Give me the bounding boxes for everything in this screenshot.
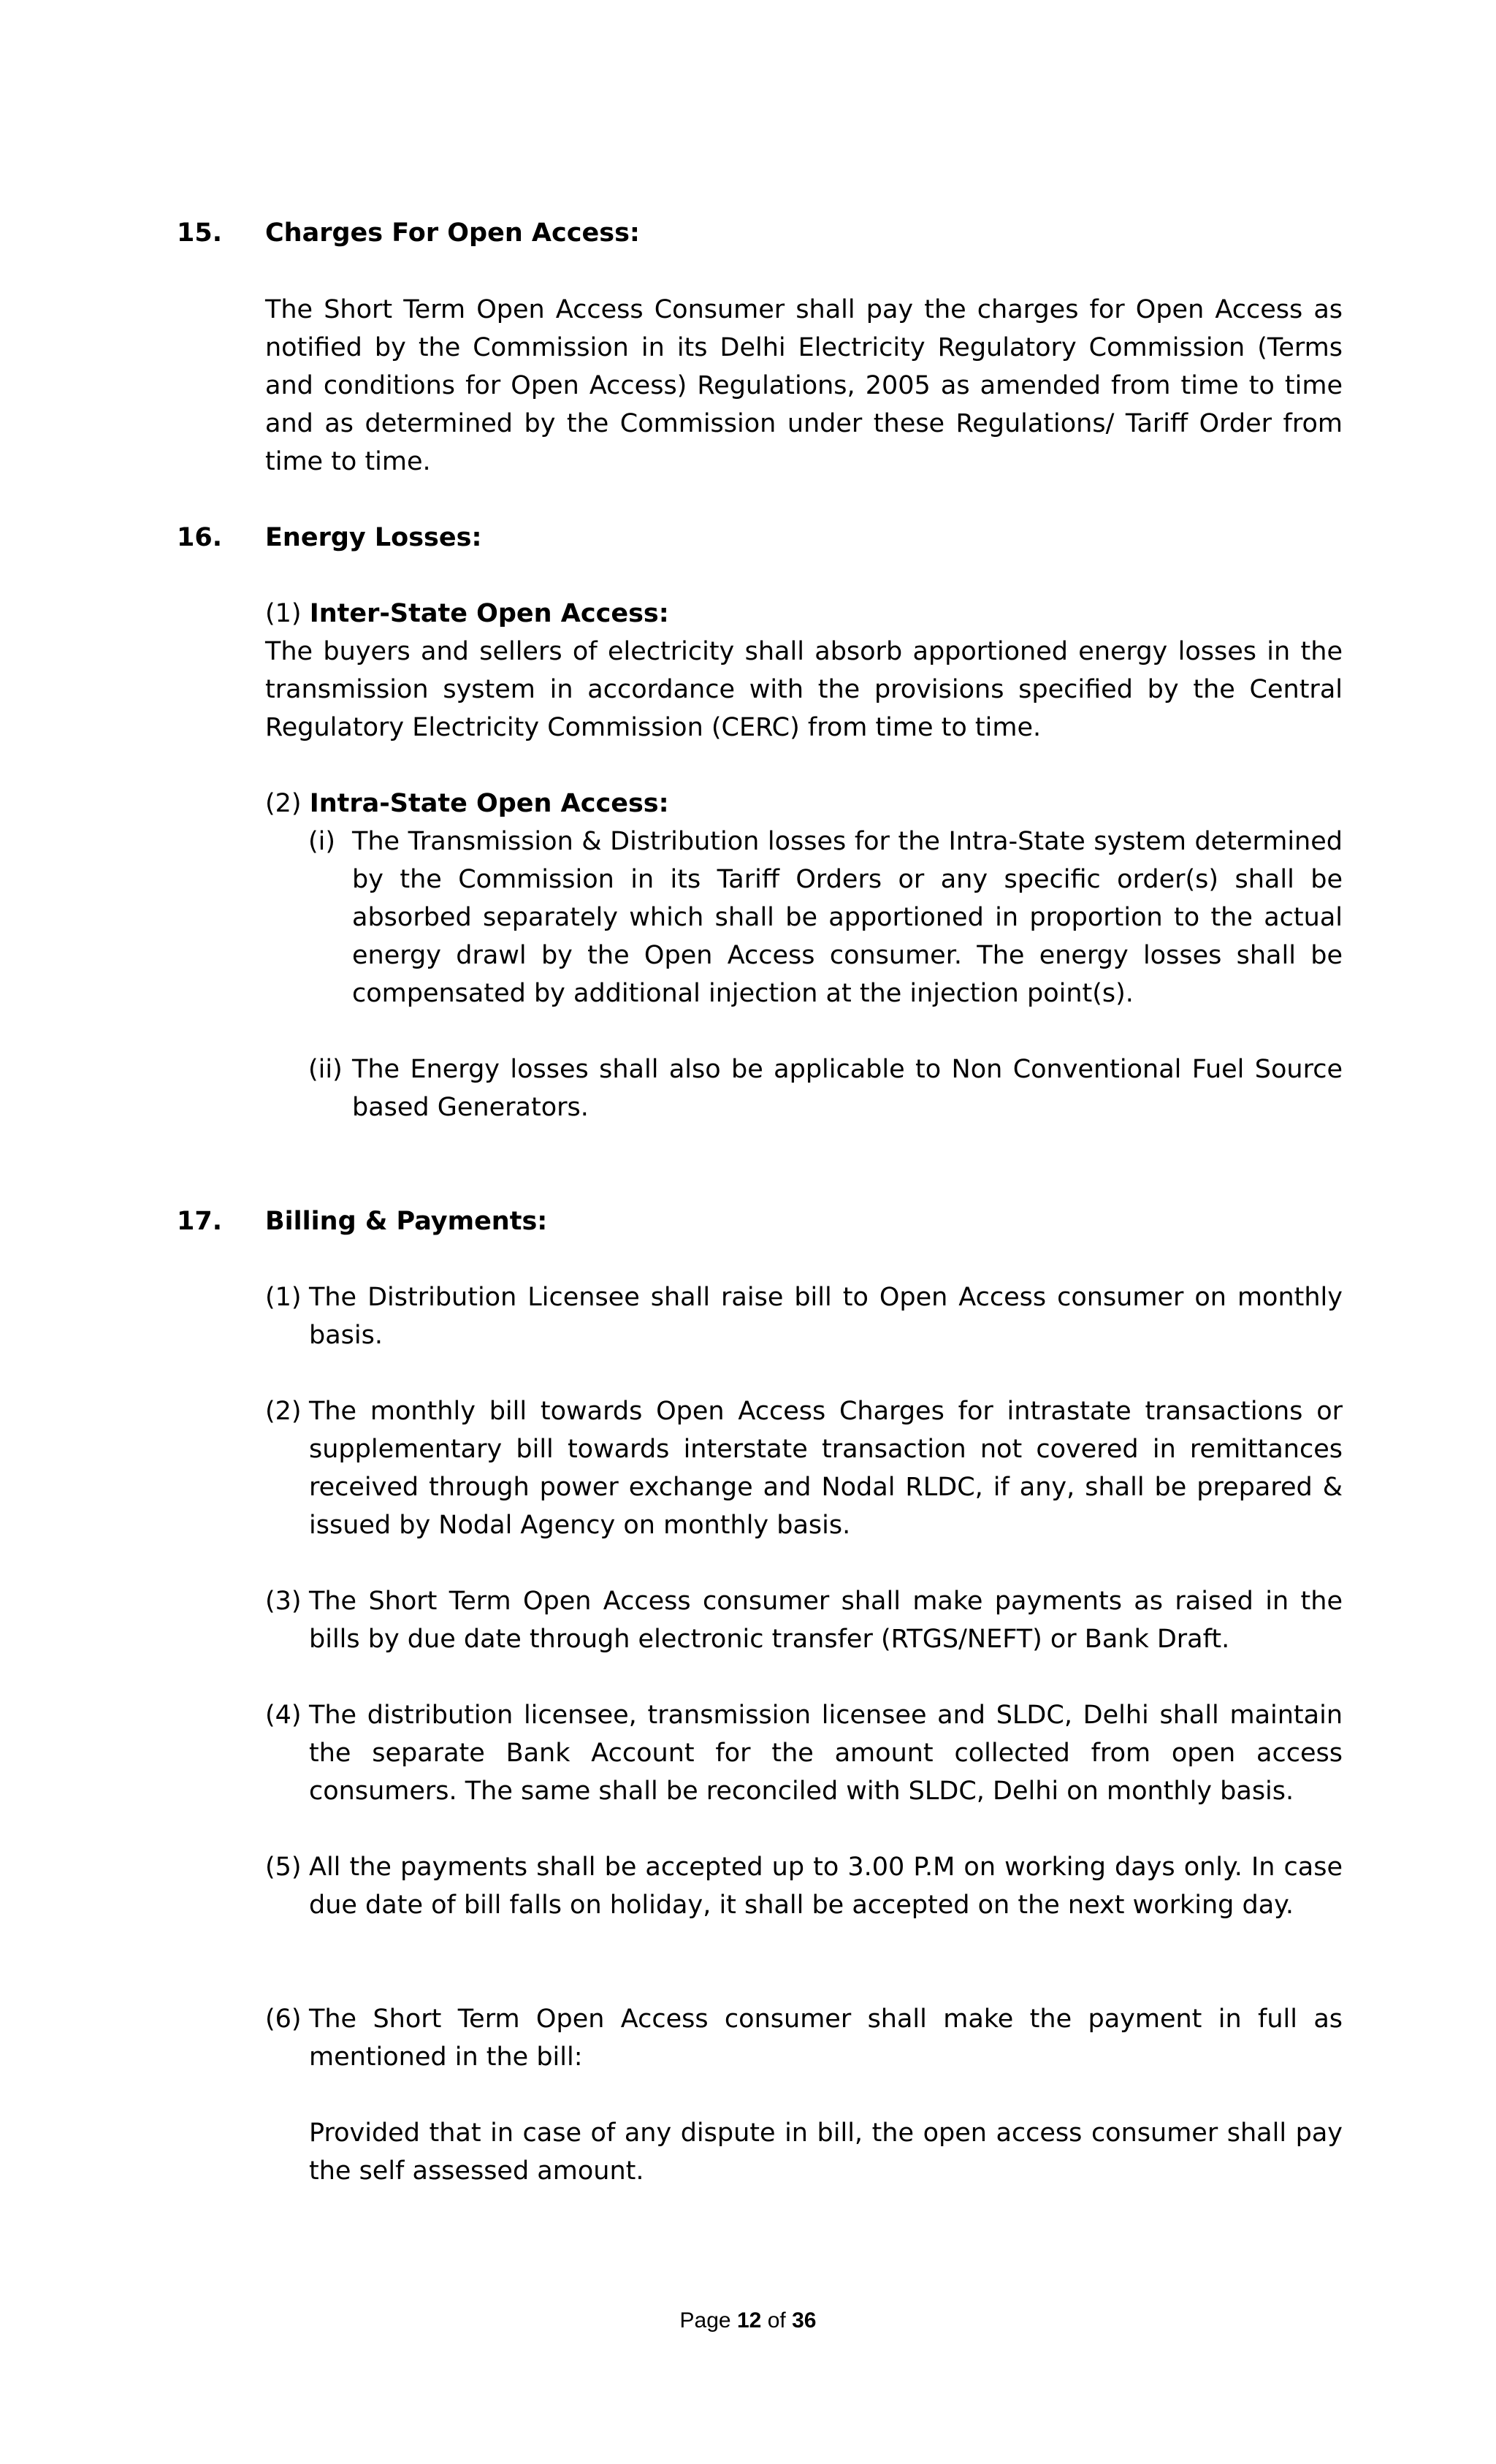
- total-pages-number: 36: [792, 2308, 817, 2333]
- section-title: Billing & Payments:: [265, 1207, 548, 1236]
- section-number: 16.: [177, 523, 223, 552]
- item-marker: (4): [265, 1701, 302, 1730]
- item-text: The Energy losses shall also be applicable to Non Conventional Fuel Source based Generators.: [352, 1055, 1343, 1122]
- page-number-footer: [0, 2308, 1496, 2333]
- item-marker: (ii): [308, 1055, 343, 1084]
- item-marker: (5): [265, 1853, 302, 1882]
- item-marker: (i): [308, 827, 336, 856]
- item-text: The monthly bill towards Open Access Charges for intrastate transactions or supplementary bill towards interstate transaction not covered in remittances received through power exchange and Nodal RLDC, if any, shall be prepared & issued by Nodal Agency on monthly basis.: [309, 1397, 1343, 1540]
- item-text: The Transmission & Distribution losses for the Intra-State system determined by the Commission in its Tariff Orders or any specific order(s) shall be absorbed separately which shall be apportioned in proportion to the actual energy drawl by the Open Access consumer. The energy losses shall be compensated by additional injection at the injection point(s).: [352, 827, 1343, 1008]
- page-of-label: of: [767, 2308, 786, 2333]
- section-15-body: The Short Term Open Access Consumer shall pay the charges for Open Access as notified by the Commission in its Delhi Electricity Regulatory Commission (Terms and conditions for Open Access) Regulations, 2005 as amended from time to time and as determined by the Commission under these Regulations/ Tariff Order from time to time.: [265, 295, 1343, 476]
- item-text: The Short Term Open Access consumer shall make payments as raised in the bills by due date through electronic transfer (RTGS/NEFT) or Bank Draft.: [309, 1587, 1343, 1654]
- subsection-title: Inter-State Open Access:: [309, 599, 669, 628]
- current-page-number: 12: [736, 2308, 762, 2333]
- proviso-text: Provided that in case of any dispute in bill, the open access consumer shall pay the self assessed amount.: [309, 2118, 1343, 2186]
- item-text: The Short Term Open Access consumer shall make the payment in full as mentioned in the bill:: [309, 2005, 1343, 2072]
- section-number: 17.: [177, 1207, 223, 1236]
- subsection-intra-state-heading: [265, 785, 1343, 823]
- section-title: Energy Losses:: [265, 523, 482, 552]
- section-number: 15.: [177, 218, 223, 248]
- item-marker: (2): [265, 1397, 302, 1426]
- section-title: Charges For Open Access:: [265, 218, 640, 248]
- item-marker: (1): [265, 1283, 302, 1312]
- subsection-marker: (2): [265, 789, 302, 818]
- item-text: The Distribution Licensee shall raise bill to Open Access consumer on monthly basis.: [309, 1283, 1343, 1350]
- item-marker: (3): [265, 1587, 302, 1616]
- item-marker: (6): [265, 2005, 302, 2034]
- page-label: Page: [679, 2308, 731, 2333]
- subsection-inter-state-heading: [265, 595, 1343, 633]
- item-text: The distribution licensee, transmission licensee and SLDC, Delhi shall maintain the separate Bank Account for the amount collected from open access consumers. The same shall be reconciled with SLDC, Delhi on monthly basis.: [309, 1701, 1343, 1806]
- subsection-marker: (1): [265, 599, 302, 628]
- subsection-title: Intra-State Open Access:: [309, 789, 669, 818]
- subsection-inter-state-body: The buyers and sellers of electricity shall absorb apportioned energy losses in the transmission system in accordance with the provisions specified by the Central Regulatory Electricity Commission (CERC) from time to time.: [265, 637, 1343, 742]
- item-text: All the payments shall be accepted up to 3.00 P.M on working days only. In case due date of bill falls on holiday, it shall be accepted on the next working day.: [309, 1853, 1343, 1920]
